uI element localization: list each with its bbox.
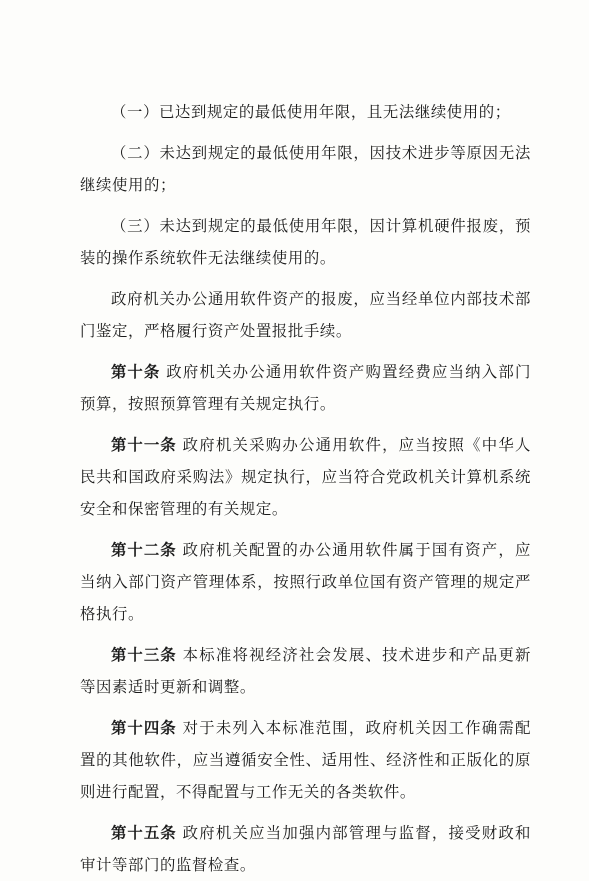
article-number: 第十一条	[111, 436, 177, 454]
article-number: 第十五条	[111, 824, 177, 842]
article-14	[80, 712, 531, 808]
article-15	[80, 817, 531, 881]
paragraph-text: 政府机关采购办公通用软件，应当按照《中华人民共和国政府采购法》规定执行，应当符合党政机关计算机系统安全和保密管理的有关规定。	[80, 436, 531, 518]
article-number: 第十二条	[111, 541, 177, 559]
paragraph-text: 本标准将视经济社会发展、技术进步和产品更新等因素适时更新和调整。	[80, 646, 531, 696]
article-number: 第十三条	[111, 646, 177, 664]
paragraph-text: 政府机关应当加强内部管理与监督，接受财政和审计等部门的监督检查。	[80, 824, 531, 874]
paragraph-text: （一）已达到规定的最低使用年限，且无法继续使用的；	[111, 103, 511, 121]
article-13	[80, 639, 531, 703]
paragraph-text: 政府机关配置的办公通用软件属于国有资产，应当纳入部门资产管理体系，按照行政单位国有资产管理的规定严格执行。	[80, 541, 531, 623]
article-11	[80, 429, 531, 525]
paragraph-text: （二）未达到规定的最低使用年限，因技术进步等原因无法继续使用的；	[80, 144, 531, 194]
paragraph-text: 对于未列入本标准范围，政府机关因工作确需配置的其他软件，应当遵循安全性、适用性、经济性和正版化的原则进行配置，不得配置与工作无关的各类软件。	[80, 719, 531, 801]
paragraph-text: 政府机关办公通用软件资产的报废，应当经单位内部技术部门鉴定，严格履行资产处置报批手续。	[80, 290, 531, 340]
paragraph-item-1	[80, 96, 531, 128]
paragraph-item-3	[80, 210, 531, 274]
article-number: 第十条	[111, 363, 161, 381]
paragraph-scrapping	[80, 283, 531, 347]
paragraph-item-2	[80, 137, 531, 201]
paragraph-text: （三）未达到规定的最低使用年限，因计算机硬件报废，预装的操作系统软件无法继续使用的。	[80, 217, 531, 267]
paragraph-text: 政府机关办公通用软件资产购置经费应当纳入部门预算，按照预算管理有关规定执行。	[80, 363, 532, 413]
article-12	[80, 534, 531, 630]
article-10	[80, 356, 531, 420]
article-number: 第十四条	[111, 719, 177, 737]
